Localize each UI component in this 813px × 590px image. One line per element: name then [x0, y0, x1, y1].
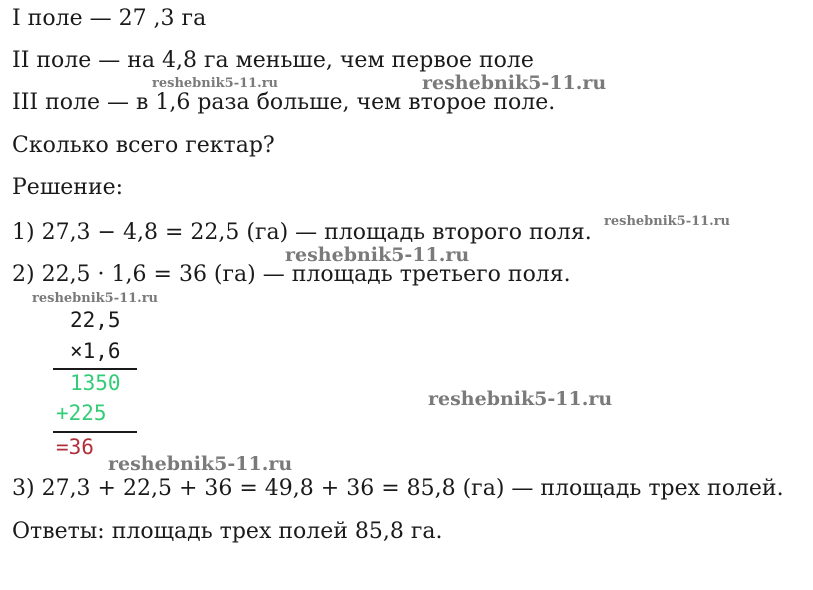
problem-line-1: I поле — 27 ,3 га — [12, 6, 207, 31]
calc-multiplier: ×1,6 — [70, 339, 121, 363]
watermark: reshebnik5-11.ru — [108, 453, 293, 475]
watermark: reshebnik5-11.ru — [152, 76, 279, 91]
problem-line-2: II поле — на 4,8 га меньше, чем первое поле — [12, 48, 534, 73]
calc-partial-2: +225 — [56, 401, 107, 425]
solution-step-1: 1) 27,3 − 4,8 = 22,5 (га) — площадь второго поля. — [12, 220, 592, 245]
watermark: reshebnik5-11.ru — [428, 388, 613, 410]
calc-rule-top — [53, 368, 137, 370]
calc-rule-bottom — [53, 431, 137, 433]
calc-partial-1: 1350 — [70, 371, 121, 395]
solution-answer: Ответы: площадь трех полей 85,8 га. — [12, 519, 443, 544]
calc-multiplicand: 22,5 — [70, 308, 121, 332]
solution-step-2: 2) 22,5 · 1,6 = 36 (га) — площадь третьего поля. — [12, 262, 571, 287]
problem-line-3: III поле — в 1,6 раза больше, чем второе поле. — [12, 90, 556, 115]
watermark: reshebnik5-11.ru — [32, 291, 159, 306]
solution-heading: Решение: — [12, 175, 124, 200]
problem-question: Сколько всего гектар? — [12, 133, 275, 158]
watermark: reshebnik5-11.ru — [604, 214, 731, 229]
calc-result: =36 — [56, 435, 94, 459]
watermark: reshebnik5-11.ru — [422, 72, 607, 94]
solution-step-3: 3) 27,3 + 22,5 + 36 = 49,8 + 36 = 85,8 (га) — площадь трех полей. — [12, 476, 784, 501]
watermark: reshebnik5-11.ru — [285, 244, 470, 266]
